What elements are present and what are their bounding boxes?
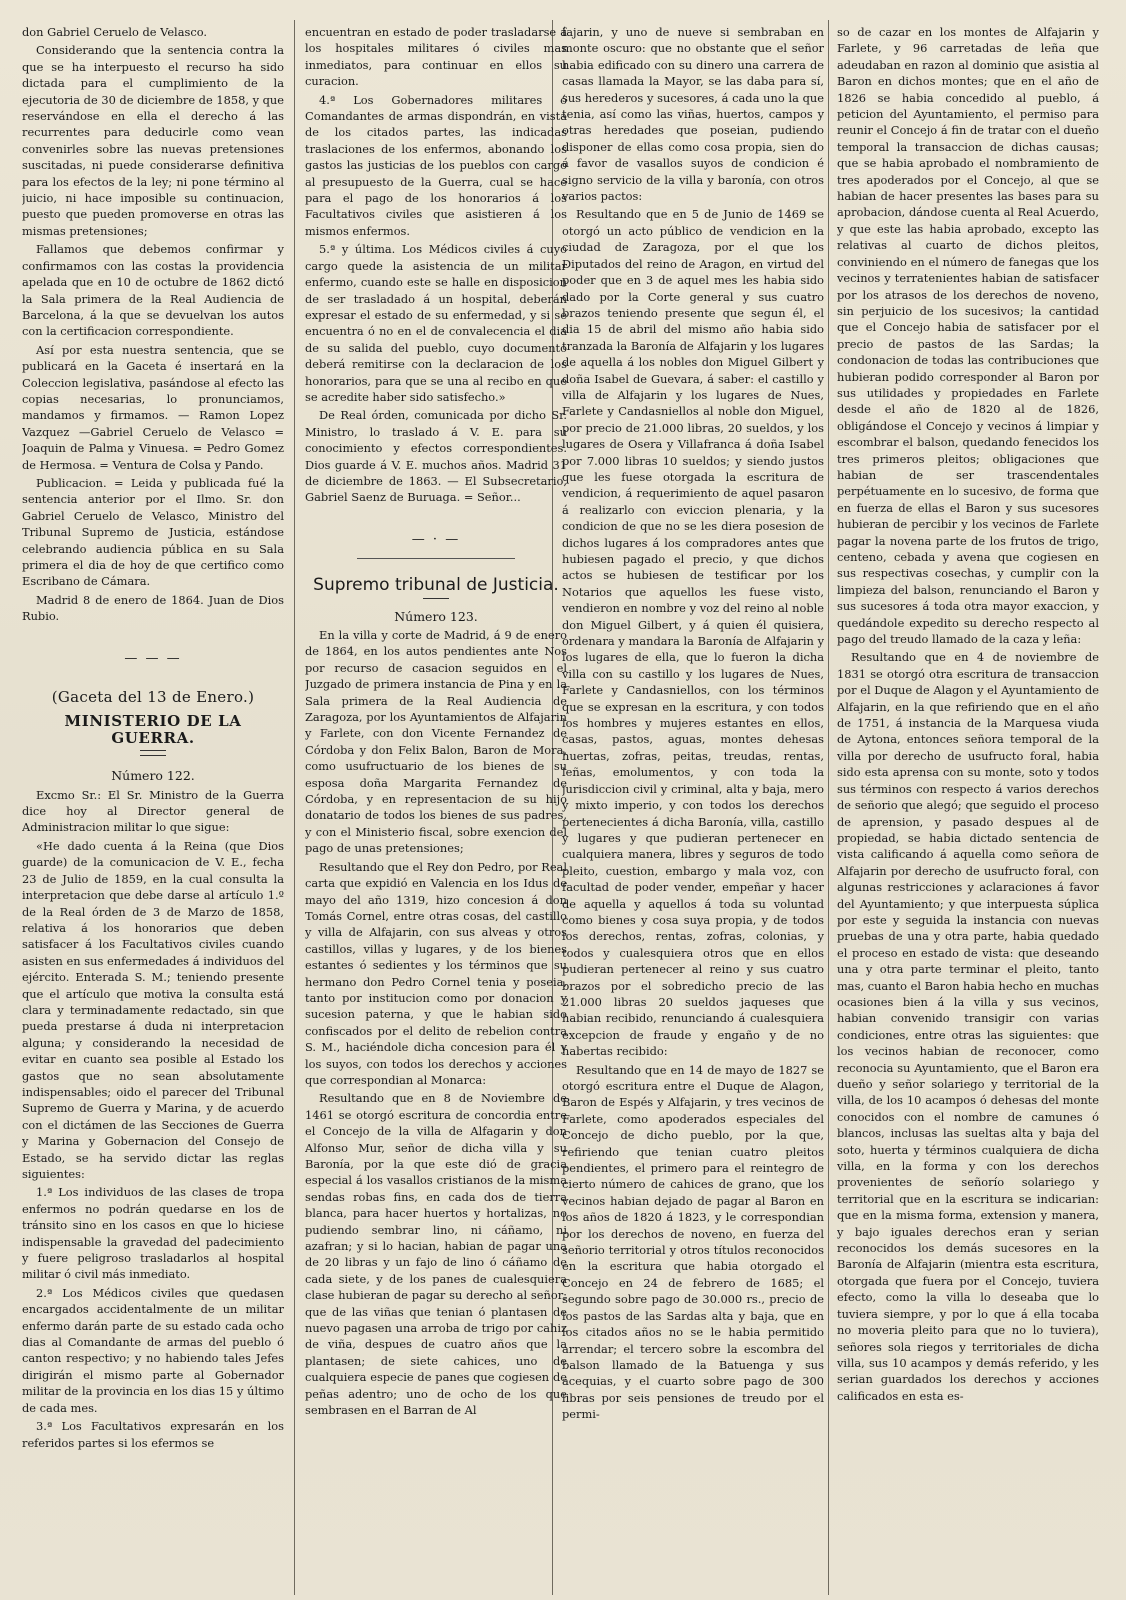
paragraph: 1.ª Los individuos de las clases de tropa enfermos no podrán quedarse en los de tránsito sino en los casos en que lo hiciese indispensable la gravedad del padecimiento y fuere peligroso trasladarlos al hospital militar ó civil más inmediato.: [22, 1185, 284, 1282]
paragraph: Considerando que la sentencia contra la que se ha interpuesto el recurso ha sido dictada para el cumplimiento de la ejecutoria de 30 de diciembre de 1858, y que reservándose en ella el derecho á las recurrentes para deducirle como vean convenirles sobre las nuevas pretensiones suscitadas, ni puede considerarse definitiva para los efectos de la ley; ni pone término al juicio, ni hace imposible su continuacion, puesto que pueden promoverse en otras las mismas pretensiones;: [22, 43, 284, 238]
paragraph: encuentran en estado de poder trasladarse á los hospitales militares ó civiles mas inmediatos, para continuar en ellos su curacion.: [305, 25, 567, 89]
column-2: [305, 24, 567, 1590]
paragraph: De Real órden, comunicada por dicho Sr. Ministro, lo traslado á V. E. para su conocimiento y efectos correspondientes. Dios guarde á V. E. muchos años. Madrid 31 de diciembre de 1863. — El Subsecretario, Gabriel Saenz de Buruaga. = Señor...: [305, 408, 567, 505]
paragraph: Así por esta nuestra sentencia, que se publicará en la Gaceta é insertará en la Coleccion legislativa, pasándose al efecto las copias necesarias, lo pronunciamos, mandamos y firmamos. — Ramon Lopez Vazquez —Gabriel Ceruelo de Velasco = Joaquin de Palma y Vinuesa. = Pedro Gomez de Hermosa. = Ventura de Colsa y Pando.: [22, 342, 284, 472]
document-number: Número 123.: [394, 608, 478, 624]
paragraph: Resultando que en 5 de Junio de 1469 se otorgó un acto público de vendicion en la ciudad de Zaragoza, por el que los Diputados del reino de Aragon, en virtud del poder que en 3 de aquel mes les habia sido dado por la Corte general y sus cuatro brazos teniendo presente que segun él, el dia 15 de abril del mismo año habia sido tranzada la Baronía de Alfajarin y los lugares de aquella á los nobles don Miguel Gilbert y doña Isabel de Guevara, á saber: el castillo y villa de Alfajarin y los lugares de Nues, Farlete y Candasniellos al noble don Miguel, por precio de 21.000 libras, 20 sueldos, y los lugares de Osera y Villafranca á doña Isabel por 7.000 libras 10 sueldos; y siendo justos que les fuese otorgada la escritura de vendicion, á requerimiento de aquel pasaron á realizarlo con eviccion plenaria, y la condicion de que no se les diera posesion de dichos lugares á los compradores antes que hubiesen pagado el precio, y que dichos actos se hubiesen de testificar por los Notarios que aquellos les fuese visto, vendieron en nombre y voz del reino al noble don Miguel Gilbert, y á quien él quisiera, ordenara y mandara la Baronía de Alfajarin y los lugares de ella, que lo fueron la dicha villa con su castillo y los lugares de Nues, Farlete y Candasniellos, con los términos que se expresan en la escritura, y con todos los hombres y mujeres estantes en ellos, casas, pastos, aguas, montes dehesas huertas, zofras, peitas, treudas, rentas, leñas, emolumentos, y con toda la jurisdiccion civil y criminal, alta y baja, mero y mixto imperio, y con todos los derechos pertenecientes á dicha Baronía, villa, castillo y lugares y que pudieran pertenecer en cualquiera manera, libres y seguros de todo pleito, cuestion, embargo y mala voz, con facultad de poder vender, empeñar y hacer de aquella y aquellos á toda su voluntad como bienes y cosa suya propia, y de todos los derechos, rentas, zofras, colonias, y todos y cualesquiera otros que en ellos pudieran pertenecer al reino y sus cuatro brazos por el sobredicho precio de las 21.000 libras 20 sueldos jaqueses que habian recibido, renunciando á cualesquiera excepcion de fraude y engaño y de no habertas recibido:: [562, 207, 824, 1059]
paragraph: so de cazar en los montes de Alfajarin y Farlete, y 96 carretadas de leña que adeudaban en razon al dominio que asistia al Baron en dichos montes; que en el año de 1826 se habia concedido al pueblo, á peticion del Ayuntamiento, el permiso para reunir el Concejo á fin de tratar con el dueño temporal la transaccion de dichas causas; que se habia aprobado el nombramiento de tres apoderados por el Concejo, al que se habian de hacer presentes las bases para su aprobacion, dándose cuenta al Real Acuerdo, y que este las habia aprobado, excepto las relativas al cuarto de dichos pleitos, conviniendo en el número de fanegas que los vecinos y terratenientes habian de satisfacer por los atrasos de los derechos de noveno, sin perjuicio de los sucesivos; la cantidad que el Concejo habia de satisfacer por el precio de pastos de las Sardas; la condonacion de todas las contribuciones que hubieran podido corresponder al Baron por sus utilidades y propiedades en Farlete desde el año de 1820 al de 1826, obligándose el Concejo y vecinos á limpiar y escombrar el balson, quedando fenecidos los tres primeros pleitos; obligaciones que habian de ser trascendentales perpétuamente en lo sucesivo, de forma que en fuerza de ellas el Baron y sus sucesores hubieran de percibir y los vecinos de Farlete pagar la novena parte de los frutos de trigo, centeno, cebada y avena que cogiesen en sus respectivas cosechas, y cumplir con la limpieza del balson, renunciando el Baron y sus sucesores á toda otra mayor exaccion, y quedándole expedito su derecho respecto al pago del treudo llamado de la caza y leña:: [837, 25, 1099, 647]
paragraph: Resultando que en 4 de noviembre de 1831 se otorgó otra escritura de transaccion por el Duque de Alagon y el Ayuntamiento de Alfajarin, en la que refiriendo que en el año de 1751, á instancia de la Marquesa viuda de Aytona, entonces señora temporal de la villa por derecho de usufructo foral, habia sido esta aprensa con su monte, soto y todos sus términos con respecto á varios derechos de señorio que alegó; que seguido el proceso de aprension, y pasado despues al de propiedad, se habia dictado sentencia de vista calificando á aquella como señora de Alfajarin por derecho de usufructo foral, con algunas restricciones y aclaraciones á favor del Ayuntamiento; y que interpuesta súplica por este y seguida la instancia con nuevas pruebas de una y otra parte, habia quedado el proceso en estado de vista: que deseando una y otra parte terminar el pleito, tanto mas, cuanto el Baron habia hecho en muchas ocasiones bien á la villa y sus vecinos, habian convenido transigir con varias condiciones, entre otras las siguientes: que los vecinos habian de reconocer, como reconocia su Ayuntamiento, que el Baron era dueño y señor solariego y territorial de la villa, de los 10 acampos ó dehesas del monte conocidos con el nombre de camunes ó blancos, inclusas las sueltas alta y baja del soto, huerta y términos cualquiera de dicha villa, en la forma y con los derechos provenientes de señorío solariego y territorial que en la escritura se indicarian: que en la misma forma, extension y manera, y bajo iguales derechos eran y serian reconocidos los demás sucesores en la Baronía de Alfajarin (mientra esta escritura, otorgada que fuera por el Concejo, tuviera efecto, como la villa lo deseaba que lo tuviera siempre, y por lo que á ella tocaba no moveria pleito para que no lo tuviera), señores sola riegos y territoriales de dicha villa, sus 10 acampos y demás referido, y les serian guardados los derechos y acciones calificados en esta es-: [837, 650, 1099, 1403]
paragraph: Publicacion. = Leida y publicada fué la sentencia anterior por el Ilmo. Sr. don Gabriel Ceruelo de Velasco, Ministro del Tribunal Supremo de Justicia, estándose celebrando audiencia pública en su Sala primera el dia de hoy de que certifico como Escribano de Cámara.: [22, 475, 284, 589]
paragraph: Resultando que el Rey don Pedro, por Real carta que expidió en Valencia en los Idus de mayo del año 1319, hizo concesion á don Tomás Cornel, entre otras cosas, del castillo y villa de Alfajarin, con sus alveas y otros castillos, villas y lugares, y de los bienes estantes ó sedientes y los términos que su hermano don Pedro Cornel tenia y poseia, tanto por institucion como por donacion y sucesion paterna, y que le habian sido confiscados por el delito de rebelion contra S. M., haciéndole dicha concesion para él y los suyos, con todos los derechos y acciones que correspondian al Monarca:: [305, 859, 567, 1087]
paragraph: Excmo Sr.: El Sr. Ministro de la Guerra dice hoy al Director general de Administracion militar lo que sigue:: [22, 787, 284, 835]
heading-rule: [357, 558, 514, 559]
document-number: Número 122.: [111, 768, 195, 784]
signature-line: Madrid 8 de enero de 1864. Juan de Dios Rubio.: [22, 592, 284, 624]
column-rule: [294, 20, 295, 1595]
paragraph: 3.ª Los Facultativos expresarán en los referidos partes si los efermos se: [22, 1419, 284, 1450]
paragraph: 2.ª Los Médicos civiles que quedasen encargados accidentalmente de un militar enfermo darán parte de su estado cada ocho dias al Comandante de armas del pueblo ó canton respectivo; y no habiendo tales Jefes dirigirán el mismo parte al Gobernador militar de la provincia en los dias 15 y último de cada mes.: [22, 1285, 284, 1415]
column-3: [562, 24, 824, 1590]
paragraph: Fallamos que debemos confirmar y confirmamos con las costas la providencia apelada que en 10 de octubre de 1862 dictó la Sala primera de la Real Audiencia de Barcelona, á la que se devuelvan los autos con la certificacion correspondiente.: [22, 242, 284, 339]
heading-rule: [140, 750, 166, 756]
paragraph: 4.ª Los Gobernadores militares ó Comandantes de armas dispondrán, en vista de los citados partes, las indicadas traslaciones de los enfermos, abonando los gastos las justicias de los pueblos con cargo al presupuesto de la Guerra, cual se hace para el pago de los honorarios á los Facultativos civiles que asistieren á los mismos enfermos.: [305, 92, 567, 238]
paragraph: fajarin, y uno de nueve si sembraban en monte oscuro: que no obstante que el señor habia edificado con su dinero una carrera de casas llamada la Mayor, se las daba para sí, sus herederos y sucesores, á cada uno la que tenia, así como las viñas, huertos, campos y otras heredades que poseian, pudiendo disponer de ellas como cosa propia, sien do á favor de vasallos suyos de condicion é signo servicio de la villa y baronía, con otros varios pactos:: [562, 25, 824, 204]
column-rule: [828, 20, 829, 1595]
paragraph: Resultando que en 14 de mayo de 1827 se otorgó escritura entre el Duque de Alagon, Baron de Espés y Alfajarin, y tres vecinos de Farlete, como apoderados especiales del Concejo de dicho pueblo, por la que, refiriendo que tenian cuatro pleitos pendientes, el primero para el reintegro de cierto número de cahices de grano, que los vecinos habian dejado de pagar al Baron en los años de 1820 á 1823, y le correspondian por los derechos de noveno, en fuerza del señorio territorial y otros títulos reconocidos en la escritura que habia otorgado el Concejo en 24 de febrero de 1685; el segundo sobre pago de 30.000 rs., precio de los pastos de las Sardas alta y baja, que en los citados años no se le habia permitido arrendar; el tercero sobre la escombra del balson llamado de la Batuenga y sus acequias, y el cuarto sobre pago de 300 libras por seis pensiones de treudo por el permi-: [562, 1062, 824, 1422]
section-separator: — — —: [124, 650, 182, 666]
ministry-heading: MINISTERIO DE LA GUERRA.: [64, 712, 242, 747]
paragraph: En la villa y corte de Madrid, á 9 de enero de 1864, en los autos pendientes ante Nos por recurso de casacion seguidos en el Juzgado de primera instancia de Pina y en la Sala primera de la Real Audiencia de Zaragoza, por los Ayuntamientos de Alfajarin y Farlete, con don Vicente Fernandez de Córdoba y don Felix Balon, Baron de Mora, como usufructuario de los bienes de su esposa doña Margarita Fernandez de Córdoba, y en representacion de su hijo donatario de todos los bienes de sus padres, y con el Ministerio fiscal, sobre exencion del pago de unas pretensiones;: [305, 628, 567, 856]
column-1: [22, 24, 284, 1590]
section-title: Supremo tribunal de Justicia.: [313, 575, 559, 596]
paragraph: don Gabriel Ceruelo de Velasco.: [22, 25, 207, 39]
heading-rule: [423, 598, 449, 599]
paragraph: 5.ª y última. Los Médicos civiles á cuyo cargo quede la asistencia de un militar enfermo, cuando este se halle en disposicion de ser trasladado á un hospital, deberán expresar el estado de su enfermedad, y si se encuentra ó no en el de convalecencia el dia de su salida del pueblo, cuyo documento deberá remitirse con la declaracion de los honorarios, para que se una al recibo en que se acredite haber sido satisfecho.»: [305, 242, 567, 404]
column-4: [837, 24, 1099, 1590]
paragraph: «He dado cuenta á la Reina (que Dios guarde) de la comunicacion de V. E., fecha 23 de Julio de 1859, en la cual consulta la interpretacion que debe darse al artículo 1.º de la Real órden de 3 de Marzo de 1858, relativa á los honorarios que deben satisfacer á los Facultativos civiles cuando asisten en sus enfermedades á individuos del ejército. Enterada S. M.; teniendo presente que el artículo que motiva la consulta está clara y terminadamente redactado, sin que pueda prestarse á duda ni interpretacion alguna; y considerando la necesidad de evitar en cuanto sea posible al Estado los gastos que no sean absolutamente indispensables; oido el parecer del Tribunal Supremo de Guerra y Marina, y de acuerdo con el dictámen de las Secciones de Guerra y Marina y Gobernacion del Consejo de Estado, se ha servido dictar las reglas siguientes:: [22, 838, 284, 1181]
paragraph: Resultando que en 8 de Noviembre de 1461 se otorgó escritura de concordia entre el Concejo de la villa de Alfagarin y don Alfonso Mur, señor de dicha villa y su Baronía, por la que este dió de gracia especial á los vasallos cristianos de la misma sendas robas fins, en cada dos de tierra blanca, para hacer huertos y hortalizas, no pudiendo sembrar lino, ni cáñamo, ni azafran; y si lo hacian, habian de pagar una de 20 libras y un fajo de lino ó cáñamo de cada siete, y de los panes de cualesquiera clase hubieran de pagar su derecho al señor; que de las viñas que tenian ó plantasen de nuevo pagasen una arroba de trigo por cahiz de viña, despues de cuatro años que la plantasen; de siete cahices, uno de cualquiera especie de panes que cogiesen de peñas adentro; uno de ocho de los que sembrasen en el Barran de Al: [305, 1091, 567, 1418]
gaceta-date-heading: (Gaceta del 13 de Enero.): [51, 688, 255, 707]
section-separator: — · —: [411, 531, 461, 547]
